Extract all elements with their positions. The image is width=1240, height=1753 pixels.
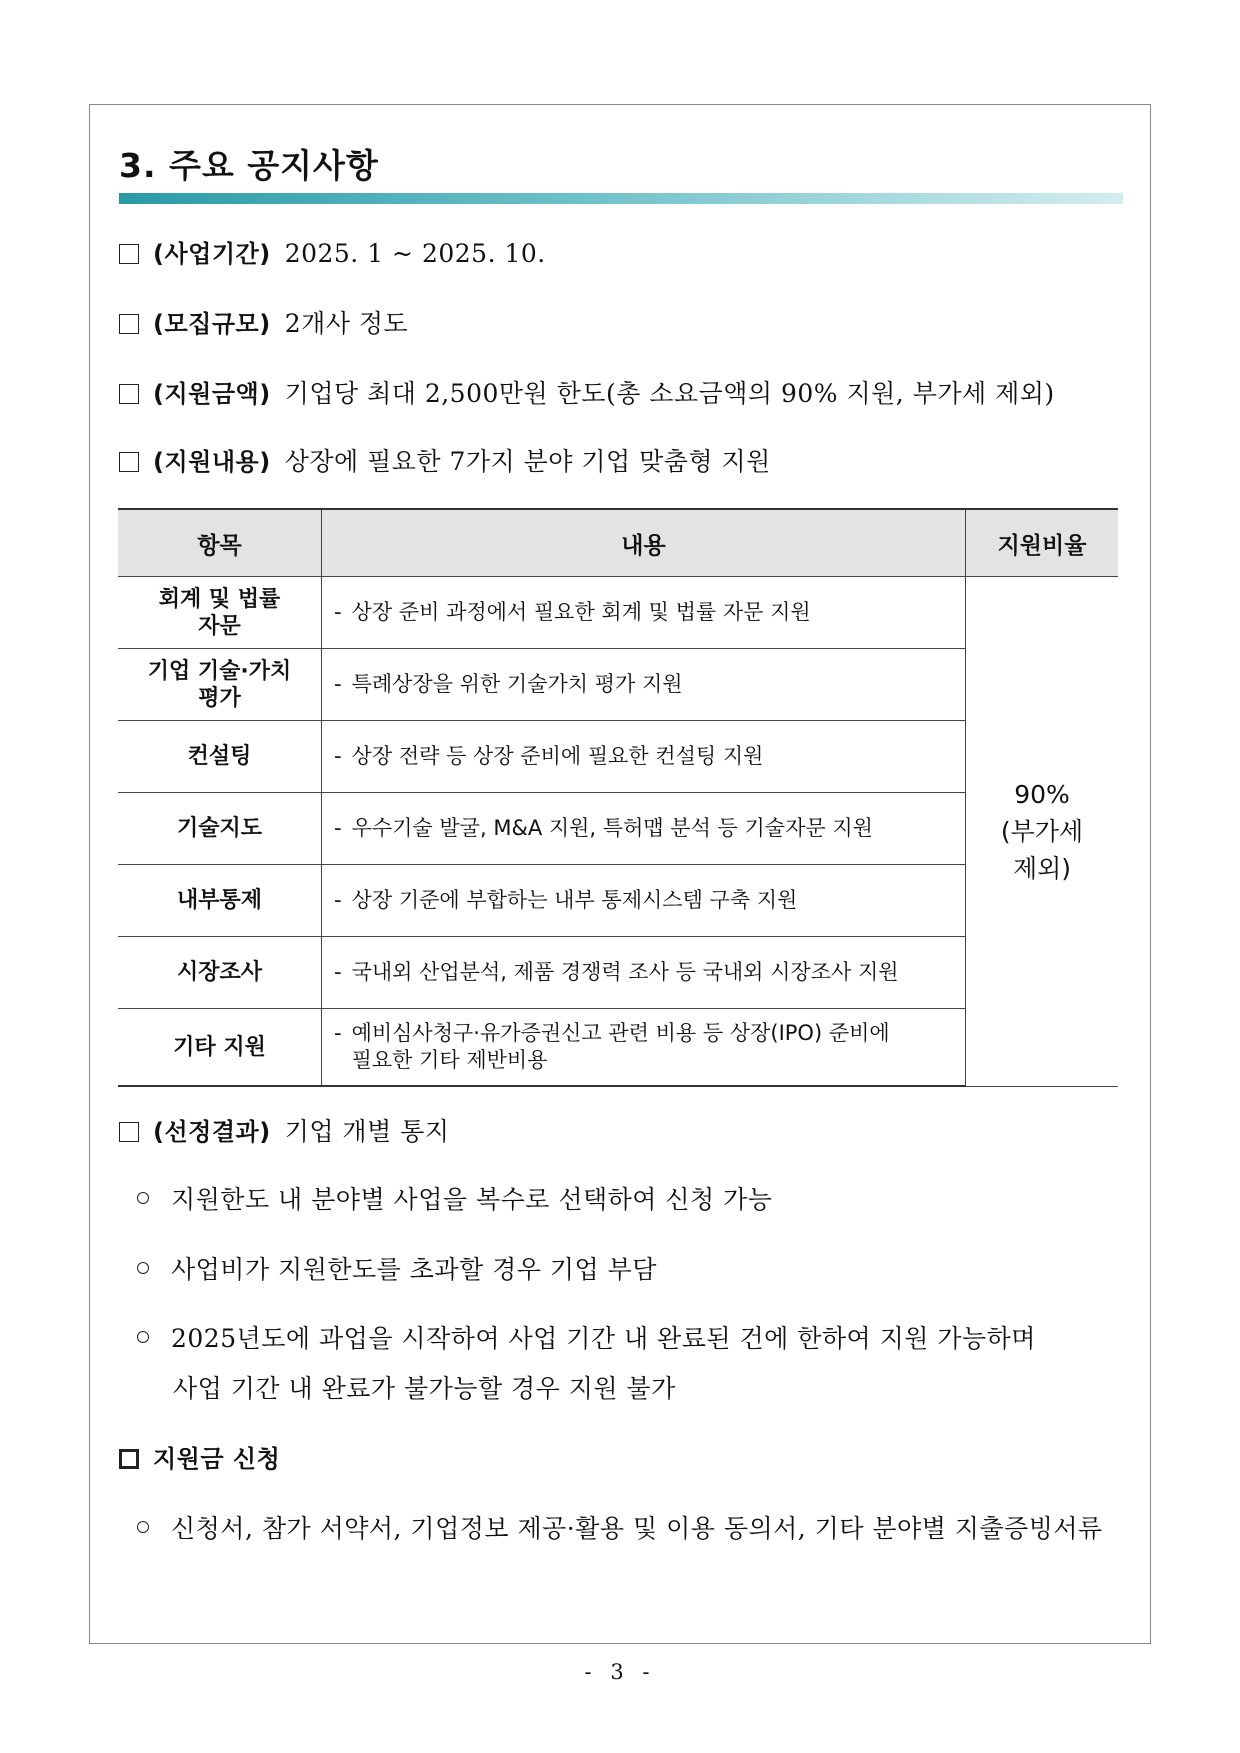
item-cell: 기술지도 <box>118 793 322 865</box>
content-value: 상장에 필요한 7가지 분야 기업 맞춤형 지원 <box>284 447 771 476</box>
content-label: (지원내용) <box>153 448 271 476</box>
header-ratio: 지원비율 <box>966 509 1119 577</box>
content-cell: - 상장 기준에 부합하는 내부 통제시스템 구축 지원 <box>322 865 966 937</box>
ratio-cell: 90% (부가세 제외) <box>966 577 1119 1087</box>
section-title-underline <box>119 193 1123 204</box>
content-line <box>119 442 771 478</box>
scale-line <box>119 304 408 340</box>
checkbox-square-icon <box>119 314 139 334</box>
page-number: - 3 - <box>584 1660 656 1684</box>
content-cell: - 우수기술 발굴, M&A 지원, 특허맵 분석 등 기술자문 지원 <box>322 793 966 865</box>
item-cell: 기업 기술·가치 평가 <box>118 649 322 721</box>
item-cell: 내부통제 <box>118 865 322 937</box>
content-cell: - 상장 전략 등 상장 준비에 필요한 컨설팅 지원 <box>322 721 966 793</box>
scale-label: (모집규모) <box>153 310 271 338</box>
application-heading: 지원금 신청 <box>119 1439 280 1474</box>
content-cell: - 예비심사청구·유가증권신고 관련 비용 등 상장(IPO) 준비에 필요한 기타 제반비용 <box>322 1009 966 1087</box>
content-cell: - 특례상장을 위한 기술가치 평가 지원 <box>322 649 966 721</box>
circle-bullet-icon <box>137 1192 149 1204</box>
circle-bullet-icon <box>137 1521 149 1533</box>
amount-label: (지원금액) <box>153 380 271 408</box>
checkbox-square-icon <box>119 384 139 404</box>
note-item: 사업비가 지원한도를 초과할 경우 기업 부담 <box>137 1250 657 1286</box>
table-header-row <box>118 509 1118 577</box>
application-documents: 신청서, 참가 서약서, 기업정보 제공·활용 및 이용 동의서, 기타 분야별 지출증빙서류 <box>137 1509 1103 1545</box>
circle-bullet-icon <box>137 1262 149 1274</box>
checkbox-square-icon <box>119 1122 139 1142</box>
period-label: (사업기간) <box>153 240 271 268</box>
period-value: 2025. 1 ~ 2025. 10. <box>284 239 546 268</box>
checkbox-square-icon <box>119 244 139 264</box>
checkbox-square-icon <box>119 1449 139 1469</box>
table-row <box>118 577 1118 649</box>
item-cell: 기타 지원 <box>118 1009 322 1087</box>
period-line <box>119 234 546 269</box>
result-label: (선정결과) <box>153 1118 271 1146</box>
item-cell: 회계 및 법률 자문 <box>118 577 322 649</box>
checkbox-square-icon <box>119 452 139 472</box>
section-title: 3. 주요 공지사항 <box>119 146 379 185</box>
circle-bullet-icon <box>137 1331 149 1343</box>
amount-value: 기업당 최대 2,500만원 한도(총 소요금액의 90% 지원, 부가세 제외) <box>284 379 1055 408</box>
content-cell: - 국내외 산업분석, 제품 경쟁력 조사 등 국내외 시장조사 지원 <box>322 937 966 1009</box>
result-value: 기업 개별 통지 <box>284 1117 450 1146</box>
header-item: 항목 <box>118 509 322 577</box>
support-table <box>118 508 1118 1087</box>
item-cell: 시장조사 <box>118 937 322 1009</box>
amount-line <box>119 374 1055 410</box>
note-item: 지원한도 내 분야별 사업을 복수로 선택하여 신청 가능 <box>137 1180 772 1216</box>
header-content: 내용 <box>322 509 966 577</box>
content-cell: - 상장 준비 과정에서 필요한 회계 및 법률 자문 지원 <box>322 577 966 649</box>
item-cell: 컨설팅 <box>118 721 322 793</box>
note-item: 2025년도에 과업을 시작하여 사업 기간 내 완료된 건에 한하여 지원 가능하며 <box>137 1319 1036 1355</box>
note-item-continuation: 사업 기간 내 완료가 불가능할 경우 지원 불가 <box>173 1374 676 1403</box>
result-line <box>119 1112 449 1148</box>
scale-value: 2개사 정도 <box>284 309 409 338</box>
